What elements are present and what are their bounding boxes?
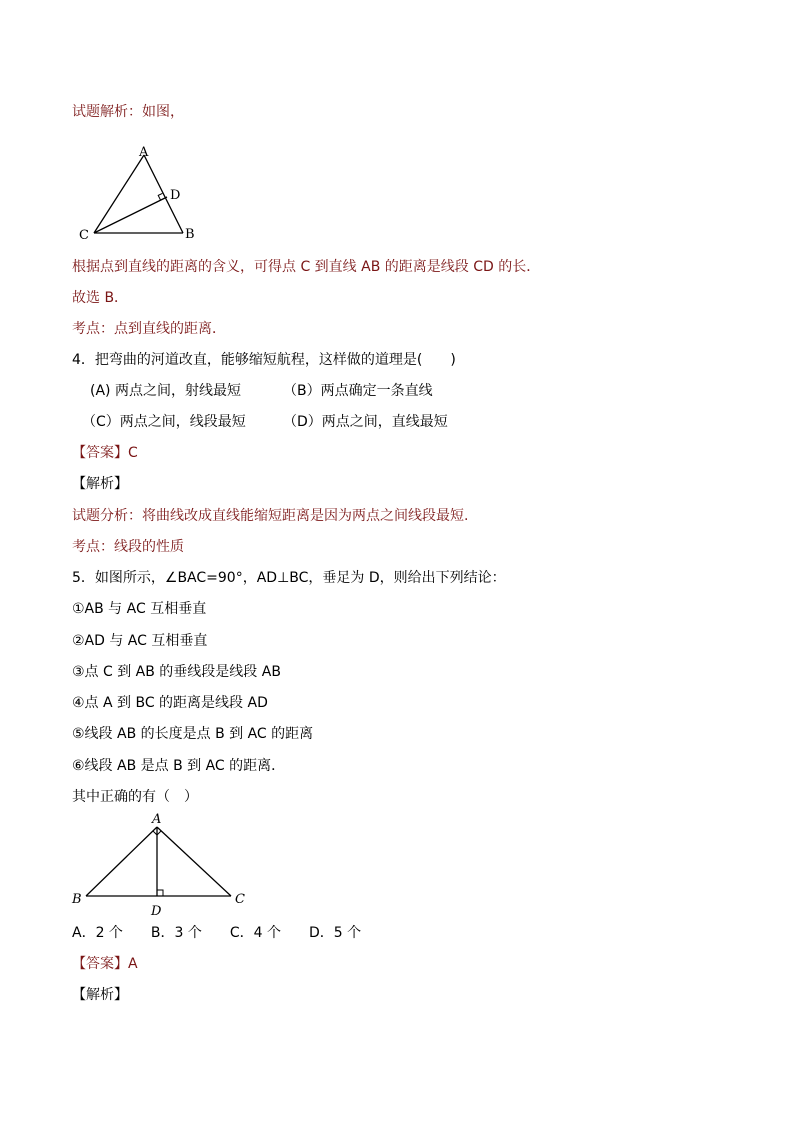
analysis-line: 试题解析：如图，	[72, 104, 184, 120]
label-b: B	[185, 227, 195, 242]
segment-ac-2	[157, 827, 231, 896]
label-c: C	[79, 228, 89, 243]
topic-line: 考点：点到直线的距离．	[72, 321, 226, 337]
segment-ab-2	[86, 827, 157, 896]
q5-analysis-label: 【解析】	[72, 987, 128, 1003]
q4-option-d: （D）两点之间，直线最短	[283, 414, 448, 430]
q5-conclusion-2: ②AD 与 AC 互相垂直	[72, 633, 208, 649]
label-c-2: C	[235, 892, 245, 907]
triangle-figure-1	[70, 138, 210, 242]
q5-question: 其中正确的有（ ）	[72, 789, 198, 805]
q4-option-c: （C）两点之间，线段最短	[82, 414, 246, 430]
conclusion-line: 根据点到直线的距离的含义，可得点 C 到直线 AB 的距离是线段 CD 的长．	[72, 259, 541, 275]
choice-line: 故选 B．	[72, 290, 129, 306]
label-a-2: A	[152, 812, 162, 827]
q5-conclusion-6: ⑥线段 AB 是点 B 到 AC 的距离．	[72, 758, 286, 774]
q5-answer: 【答案】A	[72, 956, 138, 972]
q4-analysis-label: 【解析】	[72, 476, 128, 492]
q5-conclusion-1: ①AB 与 AC 互相垂直	[72, 601, 207, 617]
q4-stem: 4．把弯曲的河道改直，能够缩短航程，这样做的道理是( )	[72, 352, 456, 368]
q4-topic: 考点：线段的性质	[72, 539, 184, 555]
q5-conclusion-4: ④点 A 到 BC 的距离是线段 AD	[72, 695, 268, 711]
label-d: D	[170, 188, 181, 203]
q5-stem: 5．如图所示，∠BAC=90°，AD⊥BC，垂足为 D，则给出下列结论：	[72, 570, 506, 586]
q4-analysis: 试题分析：将曲线改成直线能缩短距离是因为两点之间线段最短.	[72, 508, 469, 524]
q5-options: A．2 个 B．3 个 C．4 个 D．5 个	[72, 925, 362, 941]
q4-option-b: （B）两点确定一条直线	[283, 383, 433, 399]
label-a: A	[139, 145, 149, 160]
label-b-2: B	[72, 892, 82, 907]
right-angle-mark-d	[157, 890, 163, 896]
q4-answer: 【答案】C	[72, 445, 138, 461]
q5-conclusion-3: ③点 C 到 AB 的垂线段是线段 AB	[72, 664, 281, 680]
q4-option-a: (A) 两点之间，射线最短	[90, 383, 241, 399]
triangle-figure-2	[68, 810, 258, 920]
label-d-2: D	[151, 904, 162, 919]
q5-conclusion-5: ⑤线段 AB 的长度是点 B 到 AC 的距离	[72, 726, 314, 742]
